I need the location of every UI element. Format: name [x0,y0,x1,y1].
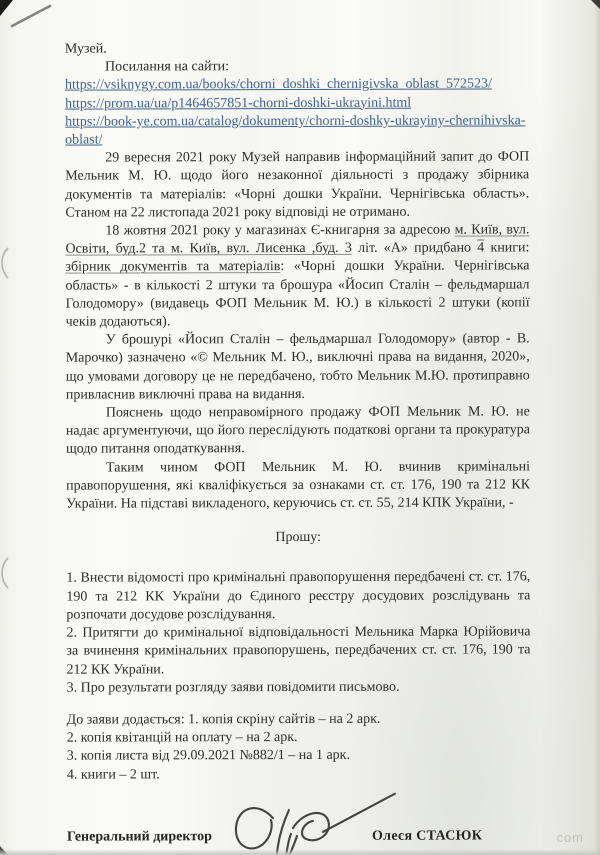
attachment-line: 4. книги – 2 шт. [66,766,160,783]
paragraph-explanations: Пояснень щодо неправомірного продажу ФОП Мельник М. Ю. не надає аргументуючи, що його переслідують податкові органи та прокуратура щодо питання оподаткування. [65,404,530,458]
scan-artifact-corner-top-right [591,0,600,9]
attachments-list [67,710,531,784]
scan-artifact-corner-bottom-left [0,846,8,855]
paragraph-text: літ. «А» придбано [351,240,478,257]
paragraph-text: : «Чорні дошки України. Чернігівська область» - в кількості 2 штуки та брошура «Йосип Сталін – фельдмаршал Голодомору» (видавець ФОП Мельник М. Ю.) в кількості 2 штуки (копії чеків додаються). [65,258,530,330]
signatory-name: Олеся СТАСЮК [371,828,483,844]
letter-body [65,39,531,855]
pencil-underline-collection: збірник документів та матеріалів [65,259,281,276]
intro-line: Музей. [64,41,107,57]
signatory-title: Генеральний директор [66,828,212,845]
overlined-number: 4 [477,240,485,256]
request-list [66,569,530,698]
paragraph-text: книги: [484,240,530,256]
site-link-book-ye[interactable]: https://book-ye.com.ua/catalog/dokumenty/chorni-doshky-ukrayiny-chernihivska-oblast/ [65,113,526,148]
request-item: 2. Притягти до кримінальної відповідальності Мельника Марка Юрійовича за вчинення кримінальних правопорушень, передбачених ст. ст. 176, 190 та 212 КК України. [66,624,531,678]
attachment-line: 3. копія листа від 29.09.2021 №882/1 – на 1 арк. [66,748,350,764]
paragraph-purchase [65,221,529,331]
paragraph-text: 18 жовтня 2021 року у магазинах Є-книгарня за адресою [105,222,455,239]
paragraph-info-request: 29 вересня 2021 року Музей направив інформаційний запит до ФОП Мельник М. Ю. щодо його незаконної діяльності з продажу збірника документів та матеріалів: «Чорні дошки України. Чернігівська область». Станом на 22 листопада 2021 року відповіді не отримано. [65,149,530,221]
scan-artifact-curve [0,246,12,280]
signature-block [67,811,531,855]
links-label: Посилання на сайти: [104,59,230,75]
request-heading: Прошу: [275,530,322,546]
attachment-line: До заяви додається: 1. копія скріну сайтів – на 2 арк. [66,711,381,728]
site-link-prom[interactable]: https://prom.ua/ua/p1464657851-chorni-doshki-ukrayini.html [65,95,412,112]
scan-artifact-curve [0,556,12,590]
paragraph-conclusion: Таким чином ФОП Мельник М. Ю. вчинив кримінальні правопорушення, які кваліфікується за ознаками ст. ст. 176, 190 та 212 КК України. На підставі викладеного, керуючись ст. ст. 55, 214 КПК України, - [66,459,531,512]
paragraph-brochure: У брошурі «Йосип Сталін – фельдмаршал Голодомору» (автор - В. Марочко) зазначено «© Мельник М. Ю., виключні права на видання, 2020», що умовами договору це не передбачено, тобто Мельник М.Ю. протиправно привласнив виключні права на видання. [65,331,530,403]
watermark: com [556,830,584,845]
pen-mark [8,2,58,30]
site-links [65,76,529,150]
request-item: 3. Про результати розгляду заяви повідомити письмово. [66,679,400,696]
site-link-vsiknygy[interactable]: https://vsiknygy.com.ua/books/chorni_doshki_chernigivska_oblast_572523/ [64,76,492,94]
pencil-underline-address: м. Київ, вул. Освіти, буд.2 та м. Київ, вул. Лисенка ,буд. 3 [65,222,530,257]
attachment-line: 2. копія квітанцій на оплату – на 2 арк. [66,730,298,746]
request-item: 1. Внести відомості про кримінальні правопорушення передбачені ст. ст. 176, 190 та 212 КК України до Єдиного реєстру досудових розслідувань та розпочати досудове розслідування. [66,569,531,623]
